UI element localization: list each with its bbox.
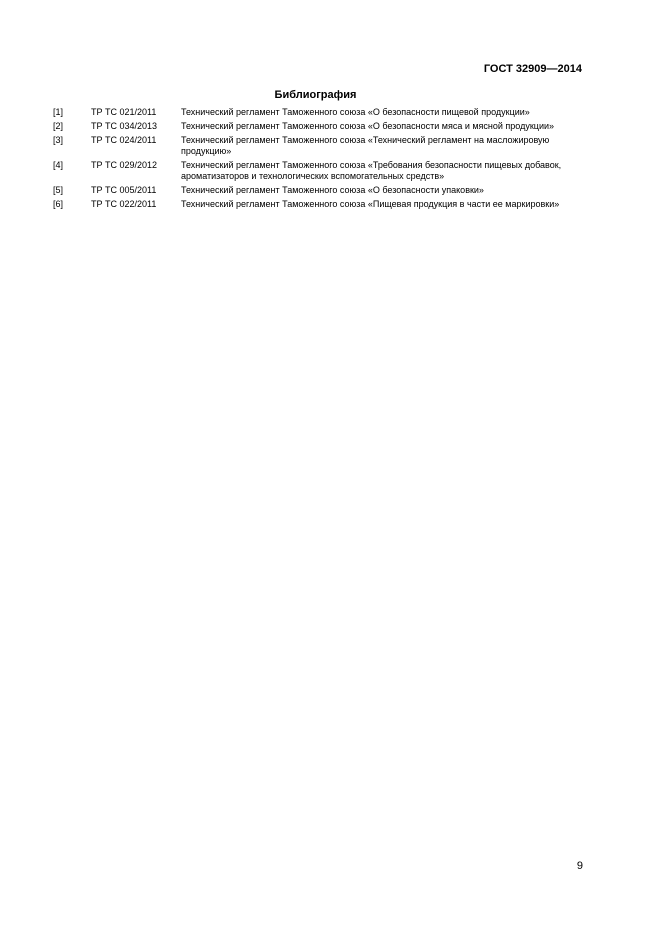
standard-identifier: ГОСТ 32909—2014 — [483, 63, 582, 75]
regulation-title: Технический регламент Таможенного союза «О безопасности упаковки» — [181, 185, 484, 195]
entry-number: [2] — [53, 121, 64, 131]
regulation-title: Технический регламент Таможенного союза «О безопасности мяса и мясной продукции» — [181, 121, 555, 131]
entry-number: [5] — [53, 185, 64, 195]
entry-number: [3] — [53, 135, 64, 145]
regulation-title: Технический регламент Таможенного союза «Требования безопасности пищевых добавок, ароматизаторов и технологических вспомогательных средств» — [181, 160, 562, 181]
entry-number: [1] — [53, 107, 64, 117]
regulation-title: Технический регламент Таможенного союза «О безопасности пищевой продукции» — [181, 107, 530, 117]
regulation-code: ТР ТС 022/2011 — [91, 199, 157, 209]
bibliography-entry — [53, 199, 593, 210]
bibliography-entry — [53, 121, 593, 132]
regulation-code: ТР ТС 029/2012 — [91, 160, 158, 170]
bibliography-entry — [53, 185, 593, 196]
entry-number: [4] — [53, 160, 64, 170]
regulation-code: ТР ТС 024/2011 — [91, 135, 157, 145]
bibliography-list — [53, 107, 593, 213]
bibliography-title: Библиография — [274, 89, 357, 101]
page-number: 9 — [576, 860, 583, 872]
bibliography-entry — [53, 135, 593, 157]
bibliography-entry — [53, 160, 593, 182]
regulation-code: ТР ТС 034/2013 — [91, 121, 158, 131]
regulation-title: Технический регламент Таможенного союза «Пищевая продукция в части ее маркировки» — [181, 199, 560, 209]
regulation-code: ТР ТС 005/2011 — [91, 185, 157, 195]
entry-number: [6] — [53, 199, 64, 209]
regulation-code: ТР ТС 021/2011 — [91, 107, 157, 117]
regulation-title: Технический регламент Таможенного союза «Технический регламент на масложировую продукцию» — [181, 135, 550, 156]
bibliography-entry — [53, 107, 593, 118]
